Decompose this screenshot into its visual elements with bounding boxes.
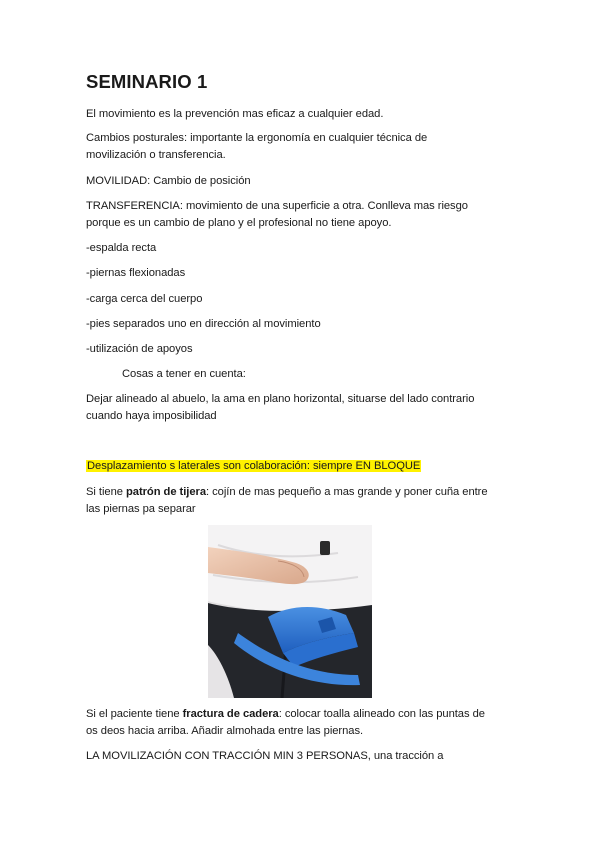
leg-abduction-wedge-photo — [208, 525, 372, 698]
list-item: -carga cerca del cuerpo — [86, 293, 203, 305]
hip-post: : colocar toalla alineado con las puntas de — [278, 708, 485, 720]
paragraph-transfer-line2: porque es un cambio de plano y el profesional no tiene apoyo. — [86, 217, 392, 229]
paragraph-postural-line2: movilización o transferencia. — [86, 149, 226, 161]
hip-bold: fractura de cadera — [182, 708, 279, 720]
highlighted-text — [86, 458, 421, 475]
scissor-post: : cojín de mas pequeño a mas grande y poner cuña entre — [206, 486, 488, 498]
indented-heading: Cosas a tener en cuenta: — [122, 368, 246, 380]
highlight-span: Desplazamiento s laterales son colaboración: siempre EN BLOQUE — [87, 460, 421, 472]
paragraph-align-line1: Dejar alineado al abuelo, la ama en plano horizontal, situarse del lado contrario — [86, 393, 475, 405]
page-title: SEMINARIO 1 — [86, 71, 208, 92]
list-item: -pies separados uno en dirección al movimiento — [86, 318, 321, 330]
paragraph-traction: LA MOVILIZACIÓN CON TRACCIÓN MIN 3 PERSONAS, una tracción a — [86, 750, 444, 762]
paragraph-align-line2: cuando haya imposibilidad — [86, 410, 217, 422]
paragraph-mobility: MOVILIDAD: Cambio de posición — [86, 175, 251, 187]
scissor-bold: patrón de tijera — [125, 486, 206, 498]
paragraph-movement: El movimiento es la prevención mas eficaz a cualquier edad. — [86, 108, 384, 120]
paragraph-hip-line2: os deos hacia arriba. Añadir almohada entre las piernas. — [86, 725, 364, 737]
paragraph-hip-line1 — [86, 706, 485, 723]
paragraph-transfer-line1: TRANSFERENCIA: movimiento de una superficie a otra. Conlleva mas riesgo — [86, 200, 468, 212]
scissor-pre: Si tiene — [86, 486, 126, 498]
list-item: -piernas flexionadas — [86, 267, 186, 279]
paragraph-scissor-line2: las piernas pa separar — [86, 503, 196, 515]
photo-illustration — [208, 525, 372, 698]
paragraph-postural-line1: Cambios posturales: importante la ergonomía en cualquier técnica de — [86, 132, 428, 144]
hip-pre: Si el paciente tiene — [86, 708, 183, 720]
list-item: -utilización de apoyos — [86, 343, 193, 355]
paragraph-scissor-line1 — [86, 484, 488, 501]
list-item: -espalda recta — [86, 242, 157, 254]
